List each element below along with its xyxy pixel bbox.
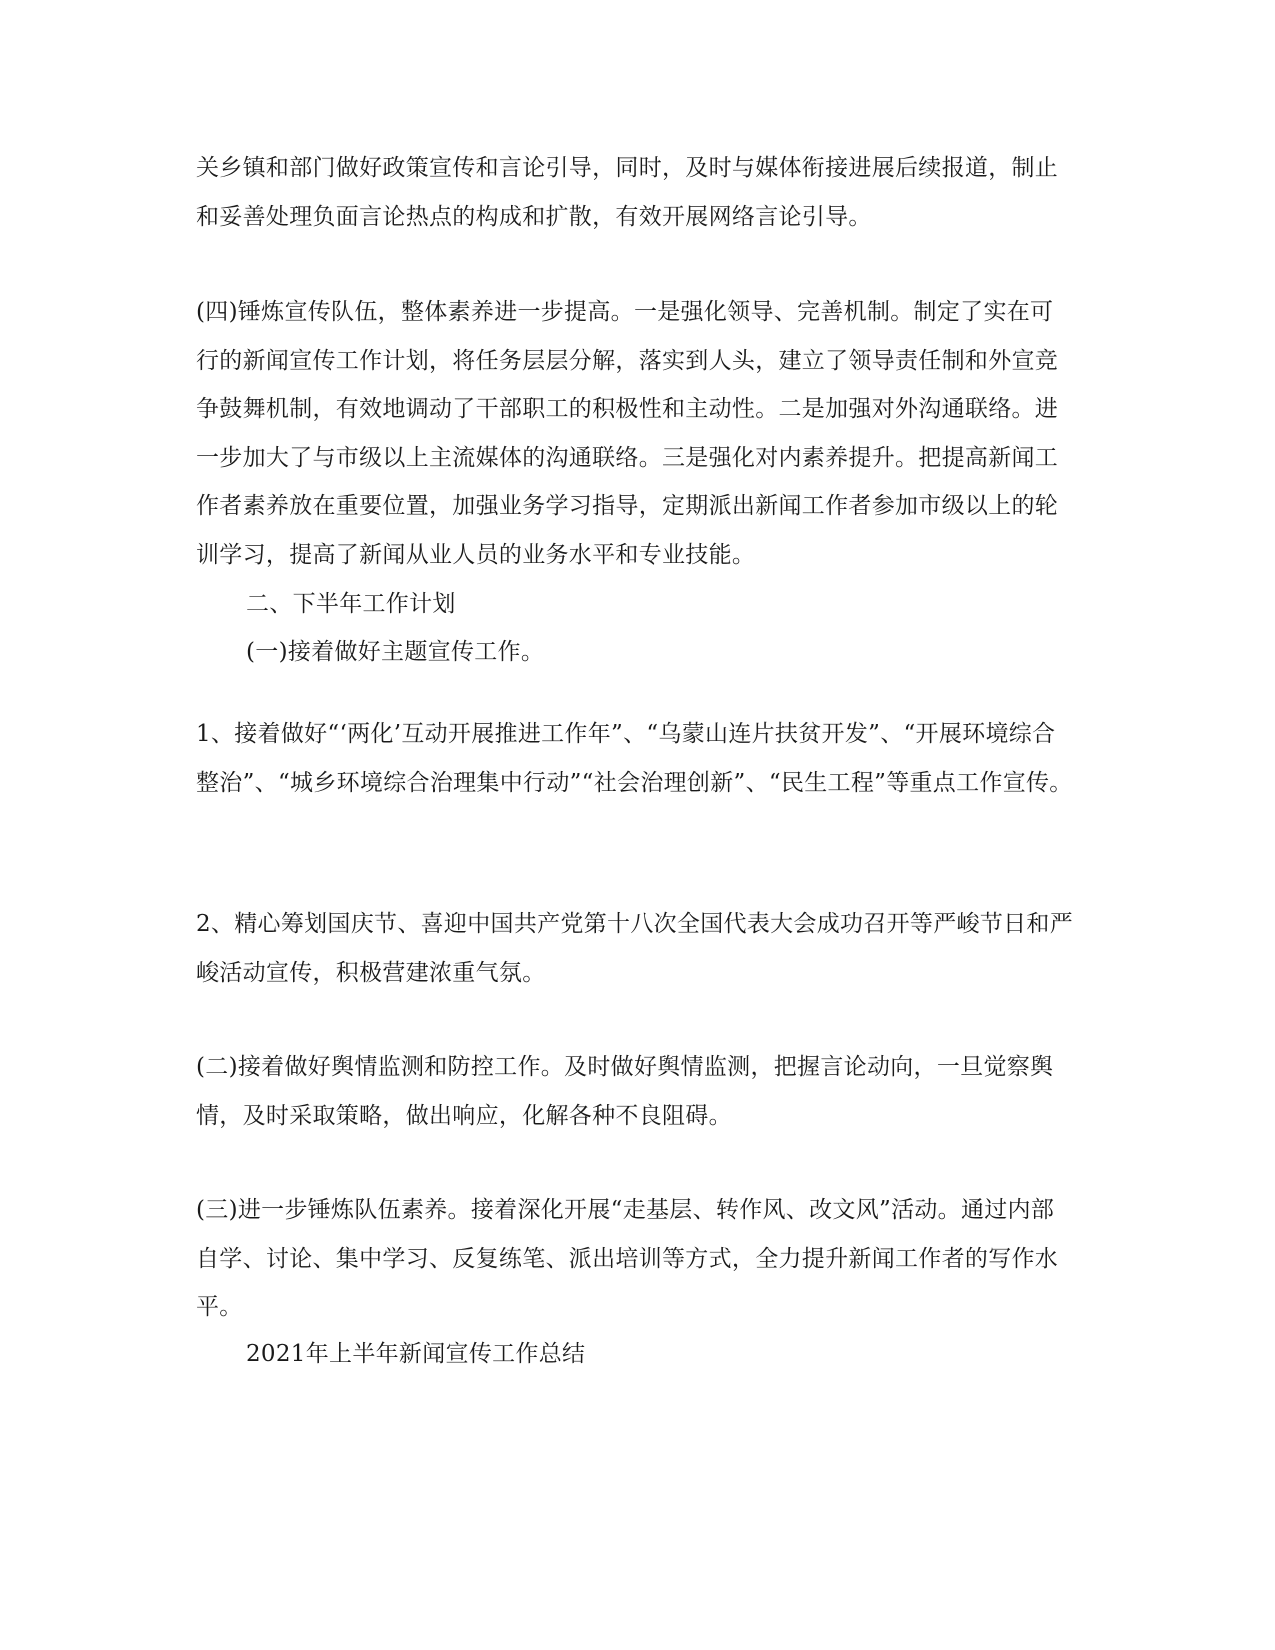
document-title-footer: 2021年上半年新闻宣传工作总结 [246, 1341, 586, 1367]
paragraph-subsection-3: (三)进一步锤炼队伍素养。接着深化开展“走基层、转作风、改文风”活动。通过内部自学、讨论、集中学习、反复练笔、派出培训等方式，全力提升新闻工作者的写作水平。 [196, 1197, 1059, 1320]
paragraph-1: 关乡镇和部门做好政策宣传和言论引导，同时，及时与媒体衔接进展后续报道，制止和妥善处理负面言论热点的构成和扩散，有效开展网络言论引导。 [196, 155, 1059, 230]
section-heading-plan: 二、下半年工作计划 [246, 591, 456, 617]
paragraph-item-1: 1、接着做好“‘两化’互动开展推进工作年”、“乌蒙山连片扶贫开发”、“开展环境综合整治”、“城乡环境综合治理集中行动”“社会治理创新”、“民生工程”等重点工作宣传。 [196, 721, 1073, 796]
paragraph-subsection-2: (二)接着做好舆情监测和防控工作。及时做好舆情监测，把握言论动向，一旦觉察舆情，及时采取策略，做出响应，化解各种不良阻碍。 [196, 1054, 1054, 1129]
paragraph-2: (四)锤炼宣传队伍，整体素养进一步提高。一是强化领导、完善机制。制定了实在可行的新闻宣传工作计划，将任务层层分解，落实到人头，建立了领导责任制和外宣竞争鼓舞机制，有效地调动了干部职工的积极性和主动性。二是加强对外沟通联络。进一步加大了与市级以上主流媒体的沟通联络。三是强化对内素养提升。把提高新闻工作者素养放在重要位置，加强业务学习指导，定期派出新闻工作者参加市级以上的轮训学习，提高了新闻从业人员的业务水平和专业技能。 [196, 299, 1059, 568]
subheading-1: (一)接着做好主题宣传工作。 [246, 639, 545, 665]
paragraph-item-2: 2、精心筹划国庆节、喜迎中国共产党第十八次全国代表大会成功召开等严峻节日和严峻活动宣传，积极营建浓重气氛。 [196, 911, 1074, 986]
